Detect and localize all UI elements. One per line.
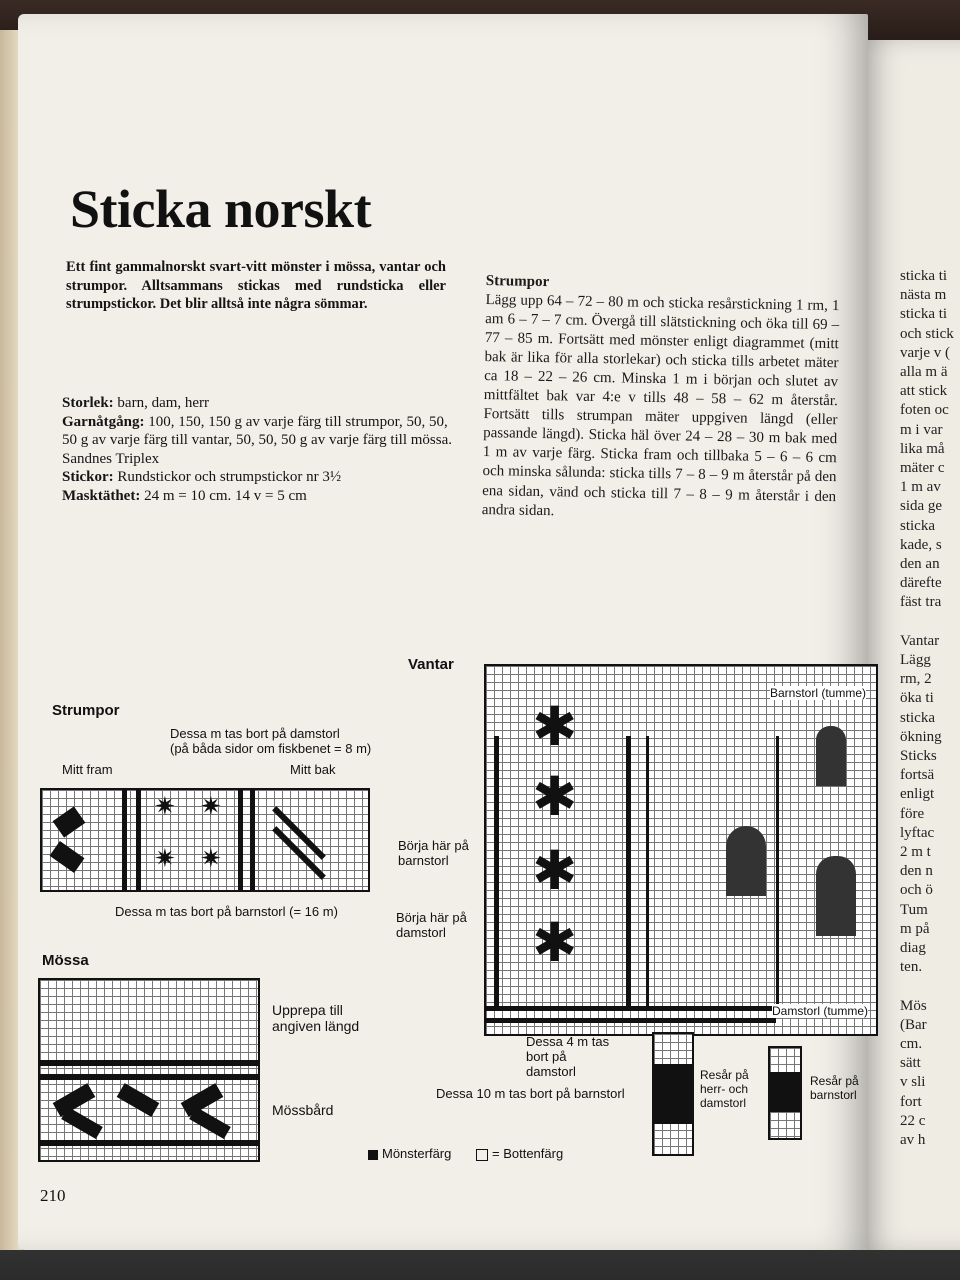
next-page-line: 2 m t	[900, 844, 931, 860]
next-page-line: mäter c	[900, 460, 945, 476]
rose-motif-icon: ✷	[200, 844, 222, 874]
strumpor-diagram-title: Strumpor	[52, 702, 120, 719]
next-page-line: sticka	[900, 517, 935, 534]
next-page-line: Mös	[900, 997, 927, 1014]
snowflake-motif-icon: ✱	[532, 765, 578, 828]
start-child-label: Börja här på barnstorl	[398, 838, 469, 868]
next-page-line: sida ge	[900, 498, 943, 515]
next-page-line: Sticks	[900, 748, 937, 764]
next-page-line: Tum	[900, 901, 928, 918]
next-page-line: och ö	[900, 882, 933, 899]
mossa-border-label: Mössbård	[272, 1102, 334, 1118]
strumpor-note-top: Dessa m tas bort på damstorl	[170, 726, 340, 741]
start-lady-label: Börja här på damstorl	[396, 910, 467, 940]
next-page-line: sätt	[900, 1055, 921, 1072]
next-page-line: foten oc	[900, 402, 949, 419]
mitt-fram-label: Mitt fram	[62, 762, 113, 777]
next-page-line: 1 m av	[900, 479, 941, 496]
next-page-line: varje v (	[900, 344, 950, 361]
next-page-line: nästa m	[900, 287, 947, 304]
rose-motif-icon: ✷	[200, 792, 222, 822]
snowflake-motif-icon: ✱	[532, 911, 578, 974]
intro-text: Ett fint gammalnorskt svart-vitt mönster i mössa, vantar och strumpor. Alltsammans stickas med rundsticka eller strumpstickor. Det blir alltså inte några sömmar.	[66, 259, 446, 313]
next-page-line: lika må	[900, 440, 945, 457]
next-page-line: och stick	[900, 325, 954, 342]
ribbing-adult-grid	[652, 1032, 694, 1156]
specs-block	[62, 394, 454, 506]
next-page-line: v sli	[900, 1074, 926, 1091]
snowflake-motif-icon: ✱	[532, 839, 578, 902]
next-page-line: före	[900, 805, 925, 822]
vantar-chart-grid	[484, 664, 878, 1036]
vantar-diagram-title: Vantar	[408, 656, 454, 673]
ribbing-child-label: Resår på barnstorl	[810, 1074, 859, 1102]
rose-motif-icon: ✷	[154, 844, 176, 874]
next-page-line: öka ti	[900, 690, 934, 707]
filled-square-icon	[368, 1150, 378, 1160]
page-title: Sticka norskt	[70, 179, 372, 239]
ribbing-child-grid	[768, 1046, 802, 1140]
strumpor-body: Lägg upp 64 – 72 – 80 m och sticka resårstickning 1 rm, 1 am 6 – 7 – 7 cm. Övergå till slätstickning och öka till 69 – 77 – 85 m. Fortsätt med mönster enligt diagrammet (mitt bak är lika för alla storlekar) och sticka tills arbetet mäter ca 18 – 22 – 26 cm. Minska 1 m i början och slutet av mittfältet bak var 4:e v tills 48 – 58 – 62 m återstår. Fortsätt tills strumpan mäter uppgiven längd (eller passande längd). Sticka häl över 24 – 28 – 30 m bak med 1 m av varje färg. Sticka fram och tillbaka 5 – 6 – 6 cm och minska sålunda: sticka tills 7 – 8 – 9 m återstår på den ena sidan, vänd och sticka till 7 – 8 – 9 m återstår i den andra sidan.	[481, 292, 840, 519]
strumpor-note-bottom: Dessa m tas bort på barnstorl (= 16 m)	[115, 904, 338, 919]
next-page-line: sticka ti	[900, 306, 948, 323]
mossa-chart-grid	[38, 978, 260, 1162]
strumpor-chart-grid	[40, 788, 370, 892]
spec-gauge: Masktäthet: 24 m = 10 cm. 14 v = 5 cm	[62, 487, 307, 504]
next-page-line: sticka	[900, 709, 935, 726]
mitt-bak-label: Mitt bak	[290, 762, 336, 777]
next-page-line: m på	[900, 920, 930, 937]
next-page-line: Vantar	[900, 632, 940, 649]
mossa-diagram-title: Mössa	[42, 952, 89, 969]
next-page-line: kade, s	[900, 536, 942, 553]
snowflake-motif-icon: ✱	[532, 695, 578, 758]
remove10-label: Dessa 10 m tas bort på barnstorl	[436, 1086, 625, 1101]
next-page-line: alla m ä	[900, 364, 948, 380]
next-page-line: lyftac	[900, 824, 935, 841]
next-page	[862, 40, 960, 1250]
page-number: 210	[40, 1186, 66, 1205]
next-page-line: sticka ti	[900, 268, 948, 284]
next-page-line: fäst tra	[900, 594, 942, 611]
next-page-line: den an	[900, 556, 940, 572]
spec-yarn: Garnåtgång: 100, 150, 150 g av varje färg till strumpor, 50, 50, 50 g av varje färg till vantar, 50, 50, 50 g av varje färg till mössa. Sandnes Triplex	[62, 413, 452, 467]
legend-pattern: Mönsterfärg	[368, 1146, 451, 1161]
next-page-line: att stick	[900, 383, 948, 400]
strumpor-note-top2: (på båda sidor om fiskbenet = 8 m)	[170, 741, 372, 756]
next-page-line: den n	[900, 863, 933, 880]
next-page-line: ten.	[900, 959, 923, 976]
strumpor-heading: Strumpor	[485, 272, 550, 291]
next-page-line: cm.	[900, 1036, 923, 1052]
next-page-line: Lägg	[900, 652, 931, 668]
next-page-line: 22 c	[900, 1112, 926, 1129]
thumb-lady-label: Damstorl (tumme)	[772, 1004, 869, 1018]
next-page-line: därefte	[900, 575, 942, 592]
next-page-line: av h	[900, 1132, 926, 1148]
mossa-repeat-label: Upprepa till angiven längd	[272, 1002, 360, 1034]
next-page-line: fort	[900, 1093, 922, 1110]
empty-square-icon	[476, 1149, 488, 1161]
next-page-line: m i var	[900, 421, 943, 438]
next-page-line: enligt	[900, 786, 935, 803]
next-page-line: (Bar	[900, 1016, 927, 1033]
legend-base: = Bottenfärg	[476, 1146, 563, 1161]
ribbing-adult-label: Resår på herr- och damstorl	[700, 1068, 749, 1110]
next-page-line: ökning	[900, 728, 942, 745]
thumb-child-label: Barnstorl (tumme)	[770, 686, 867, 700]
next-page-line: rm, 2	[900, 671, 932, 688]
strumpor-instructions	[482, 272, 840, 526]
next-page-line: fortsä	[900, 767, 935, 784]
spec-size: Storlek: barn, dam, herr	[62, 395, 210, 411]
next-page-line: diag	[900, 940, 926, 956]
rose-motif-icon: ✷	[154, 792, 176, 822]
spec-needles: Stickor: Rundstickor och strumpstickor nr 3½	[62, 469, 342, 486]
remove4-label: Dessa 4 m tas bort på damstorl	[526, 1034, 610, 1079]
